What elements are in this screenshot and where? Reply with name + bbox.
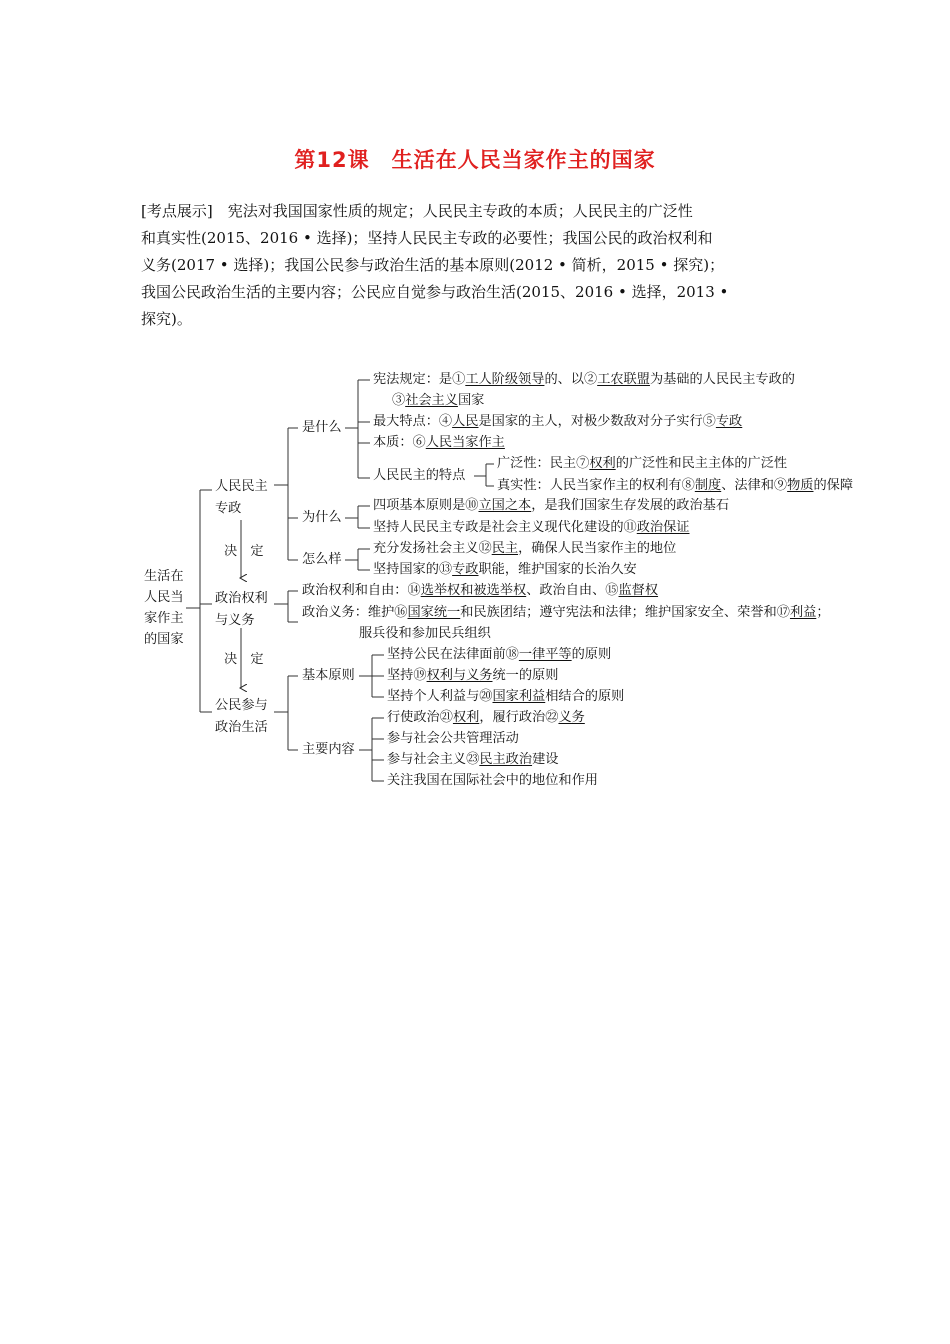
leaf-political-guarantee: 坚持人民民主专政是社会主义现代化建设的⑪政治保证 [373, 520, 690, 535]
intro-line: 探究)。 [141, 310, 192, 328]
root-line: 家作主 [144, 611, 184, 626]
leaf-features-label: 人民民主的特点 [373, 468, 466, 483]
root-topic [144, 566, 184, 650]
node-line: 政治生活 [215, 720, 268, 735]
node-line: 与义务 [215, 613, 255, 628]
leaf-breadth: 广泛性：民主⑦权利的广泛性和民主主体的广泛性 [497, 456, 788, 471]
leaf-authenticity: 真实性：人民当家作主的权利有⑧制度、法律和⑨物质的保障 [497, 478, 854, 493]
node-political-rights-duties [215, 588, 268, 632]
leaf-rights-freedoms: 政治权利和自由：⑭选举权和被选举权、政治自由、⑮监督权 [302, 583, 659, 598]
decides-label: 决 定 [224, 652, 264, 667]
leaf-public-management: 参与社会公共管理活动 [387, 731, 519, 746]
leaf-dictatorship-function: 坚持国家的⑬专政职能，维护国家的长治久安 [373, 562, 637, 577]
intro-line: [考点展示] 宪法对我国国家性质的规定；人民民主专政的本质；人民民主的广泛性 [141, 202, 693, 220]
concept-map [0, 360, 950, 800]
leaf-military-service: 服兵役和参加民兵组织 [359, 626, 491, 641]
root-line: 人民当 [144, 590, 184, 605]
leaf-exercise-rights: 行使政治㉑权利，履行政治㉒义务 [387, 710, 585, 725]
label-why: 为什么 [302, 510, 342, 525]
node-citizen-participation [215, 695, 268, 739]
leaf-main-feature: 最大特点：④人民是国家的主人，对极少数敌对分子实行⑤专政 [373, 414, 743, 429]
leaf-rights-duties-unity: 坚持⑲权利与义务统一的原则 [387, 668, 559, 683]
leaf-constitution: 宪法规定：是①工人阶级领导的、以②工农联盟为基础的人民民主专政的 [373, 372, 795, 387]
exam-points [141, 198, 801, 333]
leaf-essence: 本质：⑥人民当家作主 [373, 435, 505, 450]
leaf-interest-combination: 坚持个人利益与⑳国家利益相结合的原则 [387, 689, 625, 704]
leaf-democratic-politics: 参与社会主义㉓民主政治建设 [387, 752, 559, 767]
root-line: 生活在 [144, 569, 184, 584]
label-how: 怎么样 [302, 552, 342, 567]
intro-line: 我国公民政治生活的主要内容；公民应自觉参与政治生活(2015、2016 • 选择，2013 • [141, 283, 729, 301]
node-line: 公民参与 [215, 698, 268, 713]
leaf-equality: 坚持公民在法律面前⑱一律平等的原则 [387, 647, 612, 662]
node-line: 政治权利 [215, 591, 268, 606]
intro-line: 和真实性(2015、2016 • 选择)；坚持人民民主专政的必要性；我国公民的政治权利和 [141, 229, 713, 247]
decides-label: 决 定 [224, 544, 264, 559]
leaf-promote-democracy: 充分发扬社会主义⑫民主，确保人民当家作主的地位 [373, 541, 677, 556]
leaf-political-duties: 政治义务：维护⑯国家统一和民族团结；遵守宪法和法律；维护国家安全、荣誉和⑰利益； [302, 605, 830, 620]
intro-line: 义务(2017 • 选择)；我国公民参与政治生活的基本原则(2012 • 简析，2015 • 探究)； [141, 256, 725, 274]
root-line: 的国家 [144, 632, 184, 647]
page-title: 第12课 生活在人民当家作主的国家 [294, 148, 656, 172]
label-what: 是什么 [302, 420, 342, 435]
node-line: 专政 [215, 501, 242, 516]
leaf-four-principles: 四项基本原则是⑩立国之本，是我们国家生存发展的政治基石 [373, 498, 730, 513]
node-peoples-democratic-dictatorship [215, 476, 268, 520]
label-contents: 主要内容 [302, 742, 355, 757]
node-line: 人民民主 [215, 479, 268, 494]
leaf-constitution-cont: ③社会主义国家 [392, 393, 485, 408]
leaf-international-status: 关注我国在国际社会中的地位和作用 [387, 773, 598, 788]
label-principles: 基本原则 [302, 668, 355, 683]
